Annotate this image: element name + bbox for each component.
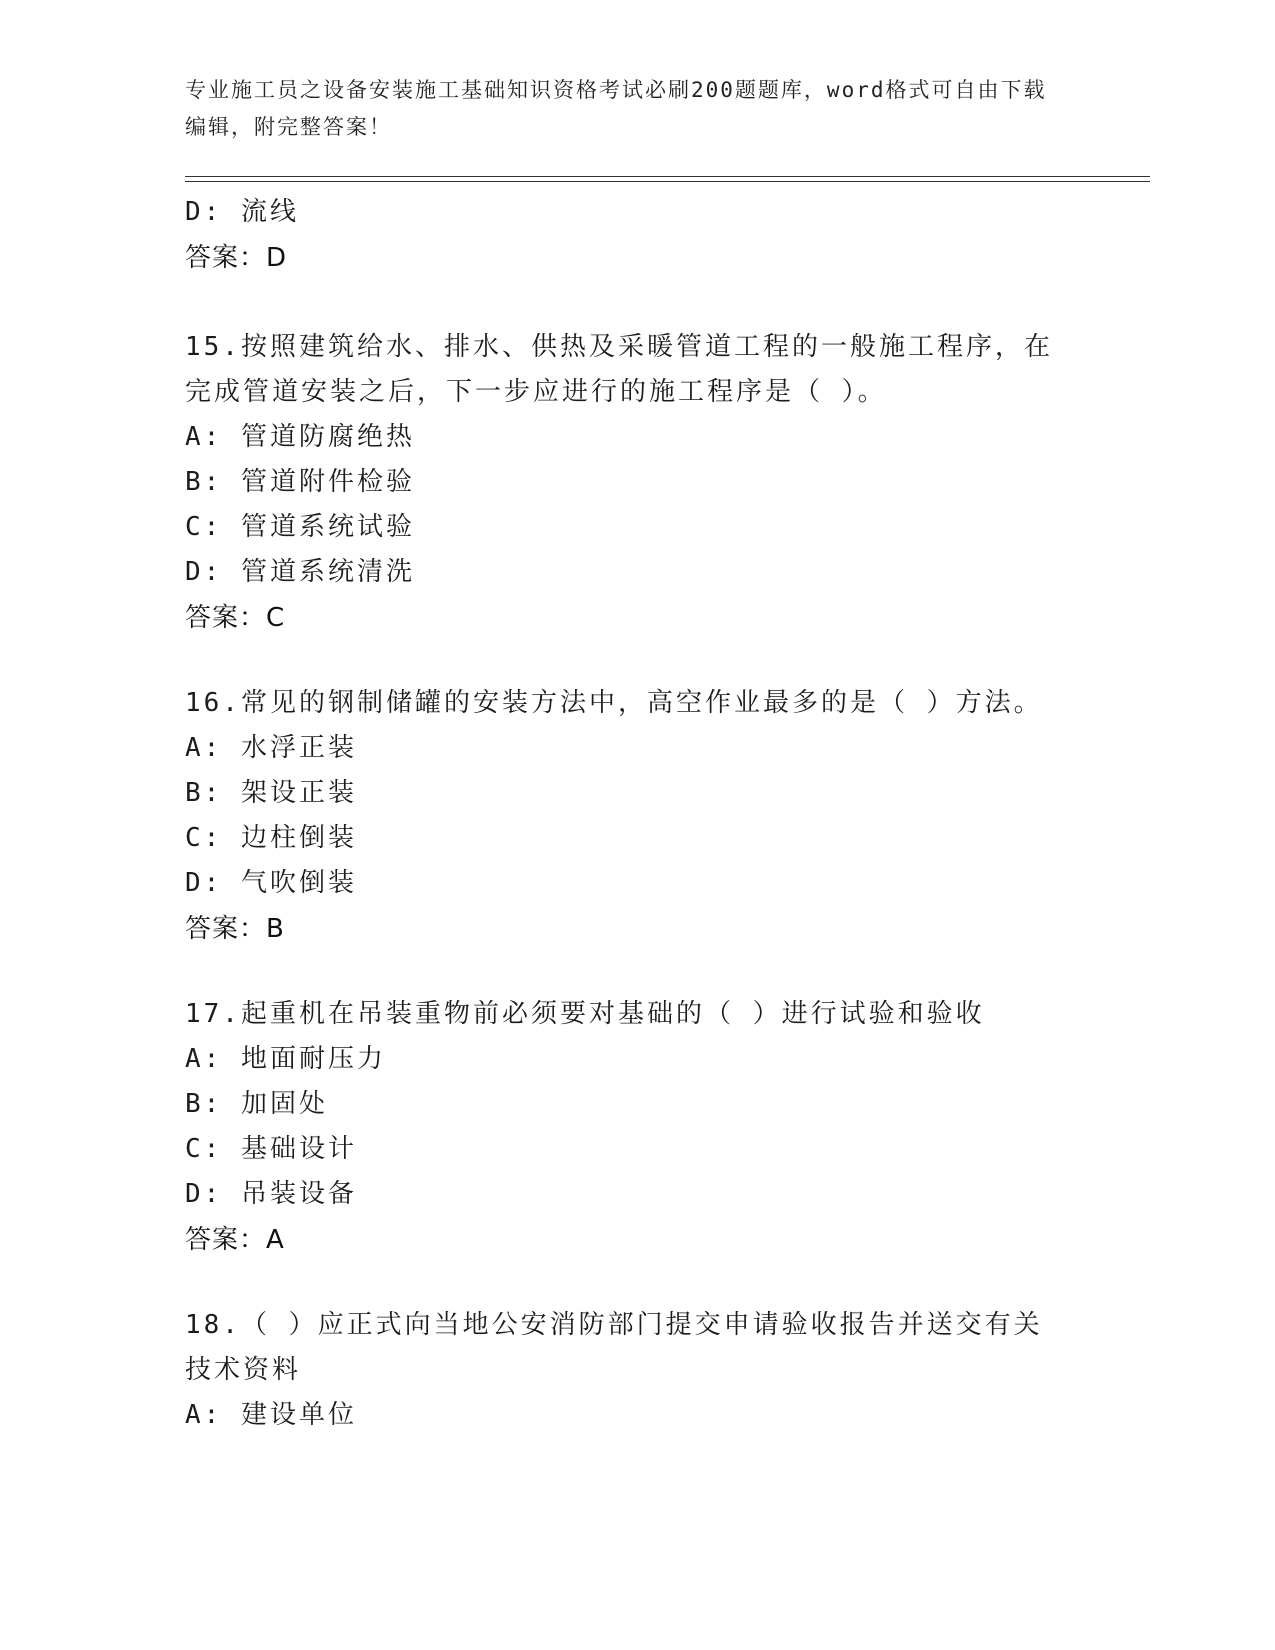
question-stem: 15.按照建筑给水、排水、供热及采暖管道工程的一般施工程序，在完成管道安装之后，下一步应进行的施工程序是（ ）。 bbox=[185, 332, 1053, 407]
option-c: C: 边柱倒装 bbox=[185, 823, 357, 853]
question-stem: 17.起重机在吊装重物前必须要对基础的（ ）进行试验和验收 bbox=[185, 999, 985, 1029]
question-17 bbox=[185, 992, 1085, 1263]
option-b: B: 架设正装 bbox=[185, 778, 357, 808]
option-a: A: 地面耐压力 bbox=[185, 1044, 386, 1074]
option-d: D: 气吹倒装 bbox=[185, 868, 357, 898]
answer-line: 答案：C bbox=[185, 603, 286, 633]
answer-line: 答案：A bbox=[185, 1225, 285, 1255]
question-stem: 16.常见的钢制储罐的安装方法中，高空作业最多的是（ ）方法。 bbox=[185, 688, 1043, 718]
answer-line: 答案：B bbox=[185, 914, 285, 944]
header-rule-top bbox=[185, 176, 1150, 177]
option-a: A: 建设单位 bbox=[185, 1400, 357, 1430]
question-list bbox=[185, 190, 1085, 1438]
option-b: B: 加固处 bbox=[185, 1089, 328, 1119]
option-a: A: 管道防腐绝热 bbox=[185, 422, 415, 452]
question-stem: 18.（ ）应正式向当地公安消防部门提交申请验收报告并送交有关技术资料 bbox=[185, 1310, 1043, 1385]
option-a: A: 水浮正装 bbox=[185, 733, 357, 763]
option-d: D: 流线 bbox=[185, 197, 299, 227]
header-rule-bottom bbox=[185, 181, 1150, 182]
answer-line: 答案：D bbox=[185, 243, 288, 273]
option-d: D: 管道系统清洗 bbox=[185, 557, 415, 587]
option-c: C: 基础设计 bbox=[185, 1134, 357, 1164]
option-b: B: 管道附件检验 bbox=[185, 467, 415, 497]
option-d: D: 吊装设备 bbox=[185, 1179, 357, 1209]
option-c: C: 管道系统试验 bbox=[185, 512, 415, 542]
document-header: 专业施工员之设备安装施工基础知识资格考试必刷200题题库，word格式可自由下载编辑，附完整答案！ bbox=[185, 78, 1047, 139]
question-18 bbox=[185, 1303, 1085, 1438]
question-15 bbox=[185, 325, 1085, 641]
question-16 bbox=[185, 681, 1085, 952]
